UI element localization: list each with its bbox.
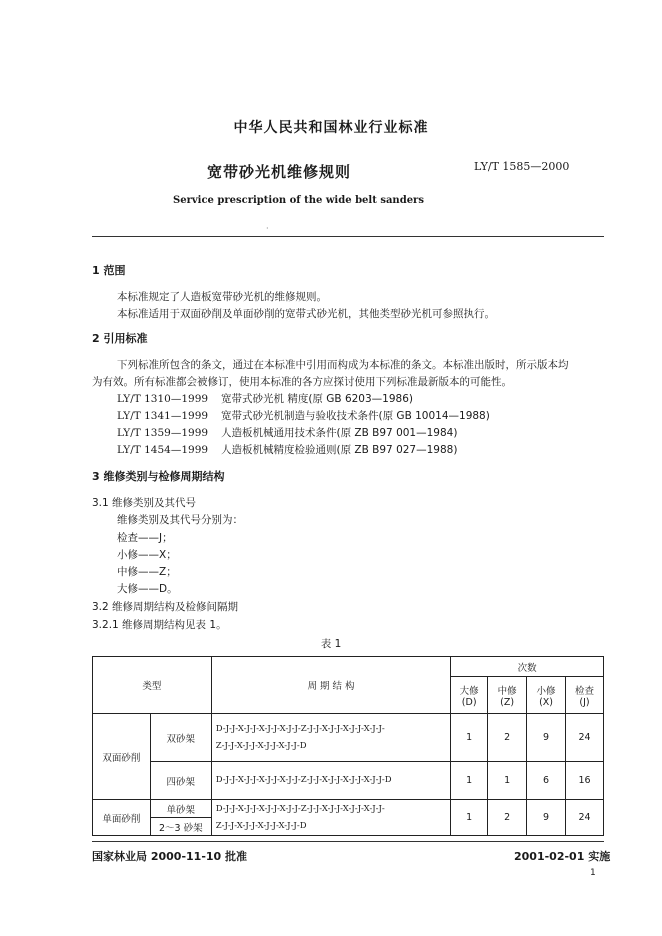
cycle-structure: D-J-J-X-J-J-X-J-J-X-J-J-Z-J-J-X-J-J-X-J-J-X-J-J- Z-J-J-X-J-J-X-J-J-X-J-J-D xyxy=(211,800,450,836)
issuing-organization: 中华人民共和国林业行业标准 xyxy=(233,120,429,136)
sub-type: 双砂架 xyxy=(150,714,211,762)
count-x: 9 xyxy=(527,800,566,836)
cycle-structure: D-J-J-X-J-J-X-J-J-X-J-J-Z-J-J-X-J-J-X-J-J-X-J-J- Z-J-J-X-J-J-X-J-J-X-J-J-D xyxy=(211,714,450,762)
section-1-paragraph-1: 本标准规定了人造板宽带砂光机的维修规则。 xyxy=(117,291,327,303)
approval-date: 国家林业局 2000-11-10 批准 xyxy=(92,850,248,863)
reference-item: LY/T 1454—1999 人造板机械精度检验通则(原 ZB B97 027—1988) xyxy=(117,444,458,456)
section-2-heading: 2 引用标准 xyxy=(92,332,148,345)
count-d: 1 xyxy=(451,800,488,836)
count-x: 9 xyxy=(527,714,566,762)
section-1-paragraph-2: 本标准适用于双面砂削及单面砂削的宽带式砂光机，其他类型砂光机可参照执行。 xyxy=(117,308,495,320)
section-3-1-heading: 3.1 维修类别及其代号 xyxy=(92,497,197,509)
header-count: 次数 xyxy=(451,657,604,677)
category-item: 中修——Z； xyxy=(117,566,177,578)
group-label: 双面砂削 xyxy=(93,714,151,800)
english-title: Service prescription of the wide belt sanders xyxy=(173,195,424,206)
footer-divider xyxy=(92,841,604,842)
maintenance-cycle-table xyxy=(92,656,604,836)
header-col-j: 检查 (J) xyxy=(566,677,604,714)
document-title: 宽带砂光机维修规则 xyxy=(207,163,352,181)
sub-type: 2～3 砂架 xyxy=(150,818,211,836)
table-row xyxy=(93,714,604,762)
header-col-z: 中修 (Z) xyxy=(488,677,527,714)
section-3-2-heading: 3.2 维修周期结构及检修间隔期 xyxy=(92,601,239,613)
category-item: 小修——X； xyxy=(117,549,177,561)
header-divider xyxy=(92,236,604,237)
scan-mark: · xyxy=(266,224,269,233)
table-row xyxy=(93,800,604,818)
header-col-d: 大修 (D) xyxy=(451,677,488,714)
table-row xyxy=(93,762,604,800)
count-j: 24 xyxy=(566,800,604,836)
section-2-paragraph-1: 下列标准所包含的条文，通过在本标准中引用而构成为本标准的条文。本标准出版时，所示版本均 xyxy=(117,359,569,371)
count-z: 2 xyxy=(488,714,527,762)
header-col-x: 小修 (X) xyxy=(527,677,566,714)
group-label: 单面砂削 xyxy=(93,800,151,836)
section-3-1-intro: 维修类别及其代号分别为： xyxy=(117,514,243,526)
reference-item: LY/T 1359—1999 人造板机械通用技术条件(原 ZB B97 001—1984) xyxy=(117,427,458,439)
count-d: 1 xyxy=(451,714,488,762)
header-type: 类型 xyxy=(93,657,212,714)
count-j: 16 xyxy=(566,762,604,800)
count-j: 24 xyxy=(566,714,604,762)
section-3-2-1: 3.2.1 维修周期结构见表 1。 xyxy=(92,619,227,631)
cycle-structure: D-J-J-X-J-J-X-J-J-X-J-J-Z-J-J-X-J-J-X-J-J-X-J-J-D xyxy=(211,762,450,800)
header-structure: 周 期 结 构 xyxy=(211,657,450,714)
section-2-paragraph-2: 为有效。所有标准都会被修订，使用本标准的各方应探讨使用下列标准最新版本的可能性。 xyxy=(92,376,512,388)
section-1-heading: 1 范围 xyxy=(92,264,126,277)
reference-item: LY/T 1310—1999 宽带式砂光机 精度(原 GB 6203—1986) xyxy=(117,393,413,405)
implementation-date: 2001-02-01 实施 xyxy=(514,850,611,863)
count-x: 6 xyxy=(527,762,566,800)
table-caption: 表 1 xyxy=(320,638,342,650)
page-number: 1 xyxy=(590,868,596,878)
count-z: 2 xyxy=(488,800,527,836)
section-3-heading: 3 维修类别与检修周期结构 xyxy=(92,470,225,483)
category-item: 大修——D。 xyxy=(117,583,178,595)
standard-code: LY/T 1585—2000 xyxy=(474,160,570,173)
sub-type: 四砂架 xyxy=(150,762,211,800)
reference-item: LY/T 1341—1999 宽带式砂光机制造与验收技术条件(原 GB 10014—1988) xyxy=(117,410,490,422)
count-z: 1 xyxy=(488,762,527,800)
count-d: 1 xyxy=(451,762,488,800)
sub-type: 单砂架 xyxy=(150,800,211,818)
category-item: 检查——J； xyxy=(117,532,173,544)
